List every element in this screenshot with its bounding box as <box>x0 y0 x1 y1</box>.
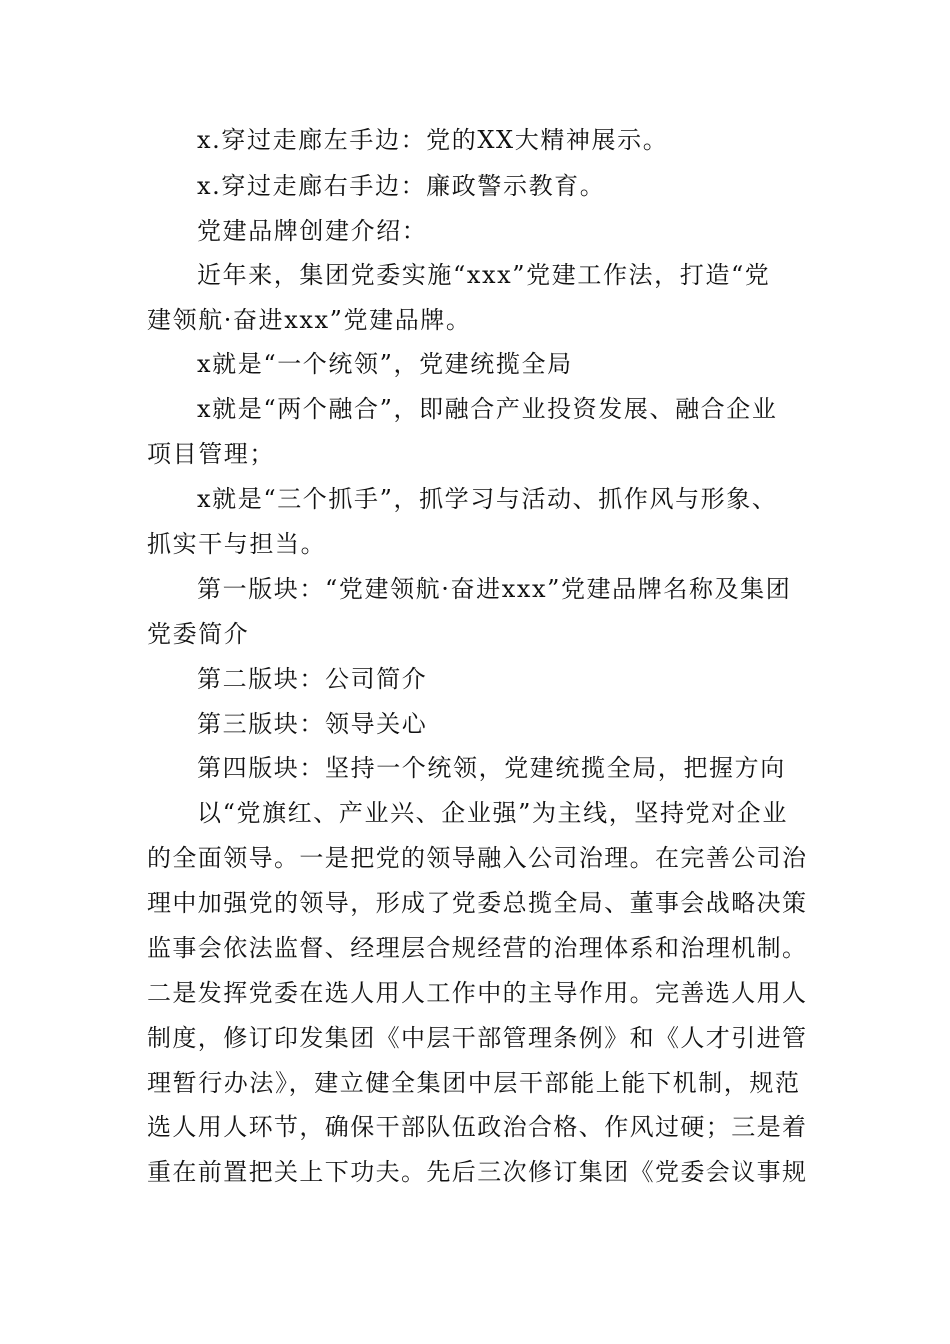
text-line: 第一版块：“党建领航·奋进xxx”党建品牌名称及集团 <box>197 575 792 603</box>
text-line: x就是“三个抓手”，抓学习与活动、抓作风与形象、 <box>197 485 778 513</box>
text-line: 二是发挥党委在选人用人工作中的主导作用。完善选人用人 <box>147 979 808 1007</box>
text-line: 抓实干与担当。 <box>147 530 327 558</box>
text-line: x就是“两个融合”，即融合产业投资发展、融合企业 <box>197 395 778 423</box>
text-line: x.穿过走廊左手边：党的XX大精神展示。 <box>197 126 669 154</box>
text-line: 理暂行办法》，建立健全集团中层干部能上能下机制，规范 <box>147 1069 801 1097</box>
text-line: x.穿过走廊右手边：廉政警示教育。 <box>197 172 606 200</box>
text-line: 党建品牌创建介绍： <box>197 217 428 245</box>
text-line: 党委简介 <box>147 620 250 648</box>
text-line: 监事会依法监督、经理层合规经营的治理体系和治理机制。 <box>147 934 808 962</box>
text-line: 以“党旗红、产业兴、企业强”为主线，坚持党对企业 <box>197 799 788 827</box>
text-line: 第四版块：坚持一个统领，党建统揽全局，把握方向 <box>197 754 786 782</box>
text-line: 的全面领导。一是把党的领导融入公司治理。在完善公司治 <box>147 844 808 872</box>
text-line: 选人用人环节，确保干部队伍政治合格、作风过硬；三是着 <box>147 1113 808 1141</box>
text-line: 理中加强党的领导，形成了党委总揽全局、董事会战略决策 <box>147 889 808 917</box>
text-line: 制度，修订印发集团《中层干部管理条例》和《人才引进管 <box>147 1024 808 1052</box>
text-line: 第二版块：公司简介 <box>197 665 428 693</box>
text-line: 第三版块：领导关心 <box>197 710 428 738</box>
text-line: 项目管理； <box>147 440 275 468</box>
text-line: 重在前置把关上下功夫。先后三次修订集团《党委会议事规 <box>147 1158 808 1186</box>
text-line: x就是“一个统领”，党建统揽全局 <box>197 350 573 378</box>
text-line: 建领航·奋进xxx”党建品牌。 <box>147 306 472 334</box>
text-line: 近年来，集团党委实施“xxx”党建工作法，打造“党 <box>197 261 771 289</box>
